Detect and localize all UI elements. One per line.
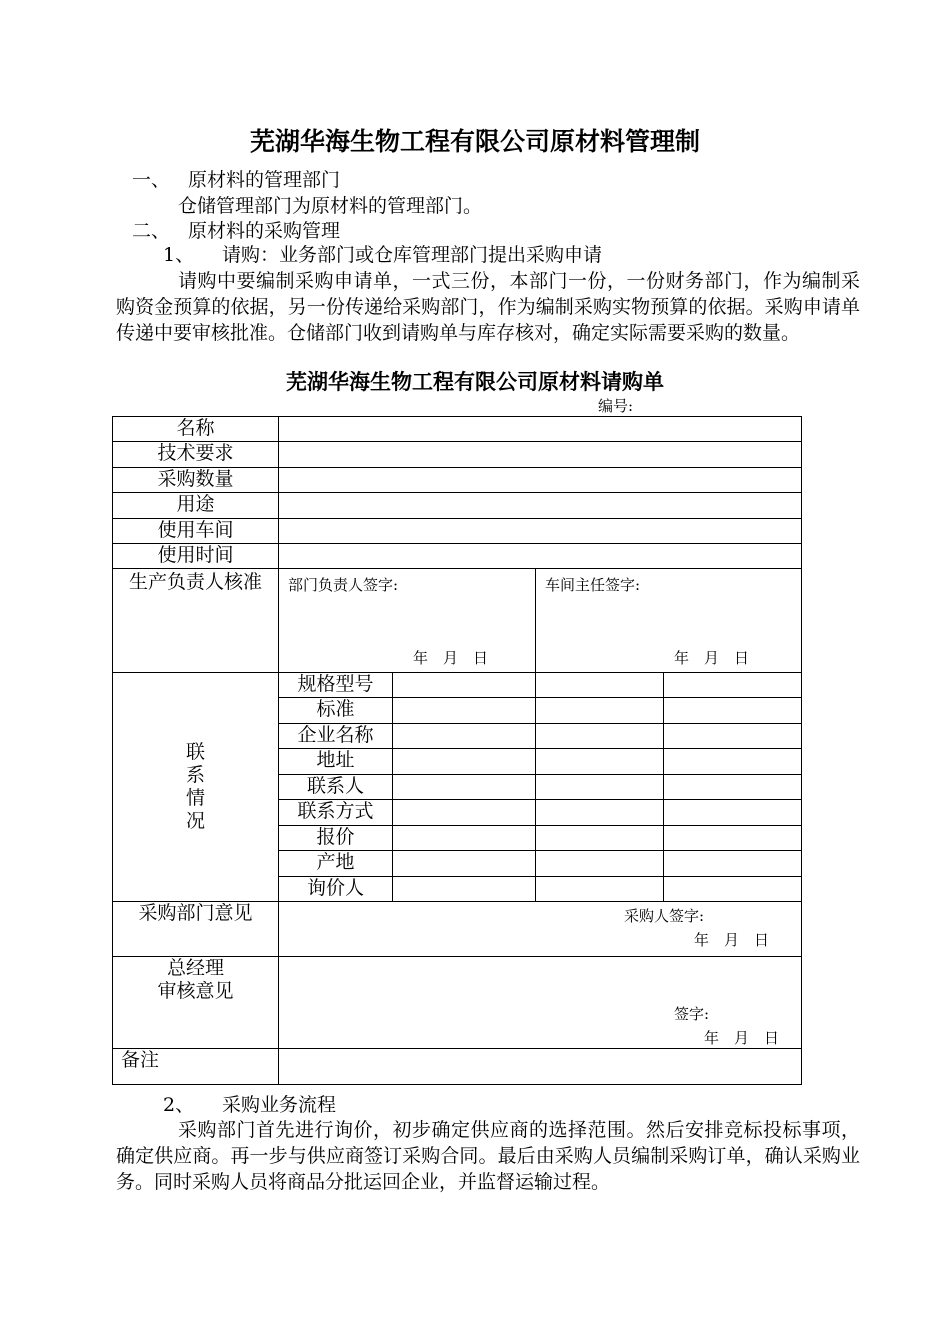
purchase-opinion-cell[interactable] [279, 902, 802, 957]
contact-cell[interactable] [536, 775, 664, 800]
date-label: 年 月 日 [413, 649, 489, 667]
contact-cell[interactable] [664, 698, 802, 724]
contact-cell[interactable] [664, 826, 802, 851]
gm-label-line: 审核意见 [157, 980, 234, 1002]
contact-cell[interactable] [664, 800, 802, 826]
contact-cell[interactable] [536, 749, 664, 775]
contact-cell[interactable] [664, 775, 802, 800]
contact-label-char: 况 [185, 810, 205, 832]
form-row-label: 技术要求 [113, 442, 279, 468]
purchase-opinion-label: 采购部门意见 [113, 902, 279, 957]
remarks-cell[interactable] [279, 1049, 802, 1085]
form-row-label: 名称 [113, 417, 279, 442]
contact-row-label: 产地 [279, 851, 393, 877]
contact-row-label: 企业名称 [279, 724, 393, 749]
item1-title: 请购：业务部门或仓库管理部门提出采购申请 [222, 244, 603, 266]
contact-row-label: 标准 [279, 698, 393, 724]
contact-label-char: 联 [185, 741, 205, 763]
form-row-value[interactable] [279, 417, 802, 442]
purchase-request-form [112, 416, 802, 1085]
section2-heading: 原材料的采购管理 [188, 220, 341, 242]
contact-cell[interactable] [664, 877, 802, 902]
date-label: 年 月 日 [704, 1029, 780, 1047]
form-row-value[interactable] [279, 519, 802, 544]
section2-number: 二、 [132, 220, 171, 242]
workshop-sign-cell[interactable] [536, 569, 802, 673]
approval-label: 生产负责人核准 [113, 569, 279, 673]
contact-cell[interactable] [393, 749, 536, 775]
section1-heading: 原材料的管理部门 [188, 169, 341, 191]
contact-cell[interactable] [536, 826, 664, 851]
contact-label [113, 673, 279, 902]
gm-label-line: 总经理 [166, 957, 224, 979]
form-row-value[interactable] [279, 442, 802, 468]
contact-row-label: 报价 [279, 826, 393, 851]
form-row-value[interactable] [279, 493, 802, 519]
contact-label-char: 系 [185, 764, 205, 786]
date-label: 年 月 日 [674, 649, 750, 667]
date-label: 年 月 日 [694, 931, 770, 949]
contact-cell[interactable] [393, 826, 536, 851]
contact-cell[interactable] [536, 877, 664, 902]
form-number-label: 编号: [598, 397, 634, 415]
contact-cell[interactable] [393, 724, 536, 749]
workshop-sign-label: 车间主任签字: [545, 576, 641, 594]
item1-body: 请购中要编制采购申请单，一式三份，本部门一份，一份财务部门，作为编制采购资金预算的依据，另一份传递给采购部门，作为编制采购实物预算的依据。采购申请单传递中要审核批准。仓储部门收到请购单与库存核对，确定实际需要采购的数量。 [116, 270, 860, 344]
item2-title: 采购业务流程 [222, 1094, 337, 1116]
sign-label: 签字: [674, 1005, 710, 1023]
contact-cell[interactable] [536, 698, 664, 724]
contact-cell[interactable] [664, 724, 802, 749]
item1-number: 1、 [163, 244, 195, 266]
contact-row-label: 规格型号 [279, 673, 393, 698]
form-row-label: 用途 [113, 493, 279, 519]
contact-cell[interactable] [536, 851, 664, 877]
contact-cell[interactable] [664, 673, 802, 698]
contact-cell[interactable] [393, 775, 536, 800]
contact-cell[interactable] [536, 673, 664, 698]
dept-head-sign-label: 部门负责人签字: [288, 576, 399, 594]
section1-number: 一、 [132, 169, 171, 191]
contact-cell[interactable] [393, 698, 536, 724]
remarks-label: 备注 [113, 1049, 279, 1085]
contact-cell[interactable] [393, 800, 536, 826]
form-row-value[interactable] [279, 544, 802, 569]
contact-cell[interactable] [664, 851, 802, 877]
form-row-label: 使用车间 [113, 519, 279, 544]
contact-row-label: 联系方式 [279, 800, 393, 826]
contact-cell[interactable] [393, 851, 536, 877]
document-title: 芜湖华海生物工程有限公司原材料管理制 [249, 127, 700, 156]
form-title: 芜湖华海生物工程有限公司原材料请购单 [286, 369, 664, 394]
form-row-value[interactable] [279, 468, 802, 493]
contact-cell[interactable] [536, 800, 664, 826]
contact-row-label: 询价人 [279, 877, 393, 902]
dept-head-sign-cell[interactable] [279, 569, 536, 673]
gm-opinion-cell[interactable] [279, 957, 802, 1049]
section1-body: 仓储管理部门为原材料的管理部门。 [178, 195, 483, 217]
form-row-label: 使用时间 [113, 544, 279, 569]
form-row-label: 采购数量 [113, 468, 279, 493]
contact-label-char: 情 [185, 787, 205, 809]
contact-row-label: 联系人 [279, 775, 393, 800]
contact-cell[interactable] [393, 877, 536, 902]
item2-body: 采购部门首先进行询价，初步确定供应商的选择范围。然后安排竞标投标事项，确定供应商。再一步与供应商签订采购合同。最后由采购人员编制采购订单，确认采购业务。同时采购人员将商品分批运回企业，并监督运输过程。 [116, 1119, 860, 1193]
buyer-sign-label: 采购人签字: [624, 907, 705, 925]
item2-number: 2、 [163, 1094, 195, 1116]
contact-row-label: 地址 [279, 749, 393, 775]
gm-label [113, 957, 279, 1049]
contact-cell[interactable] [664, 749, 802, 775]
contact-cell[interactable] [393, 673, 536, 698]
contact-cell[interactable] [536, 724, 664, 749]
